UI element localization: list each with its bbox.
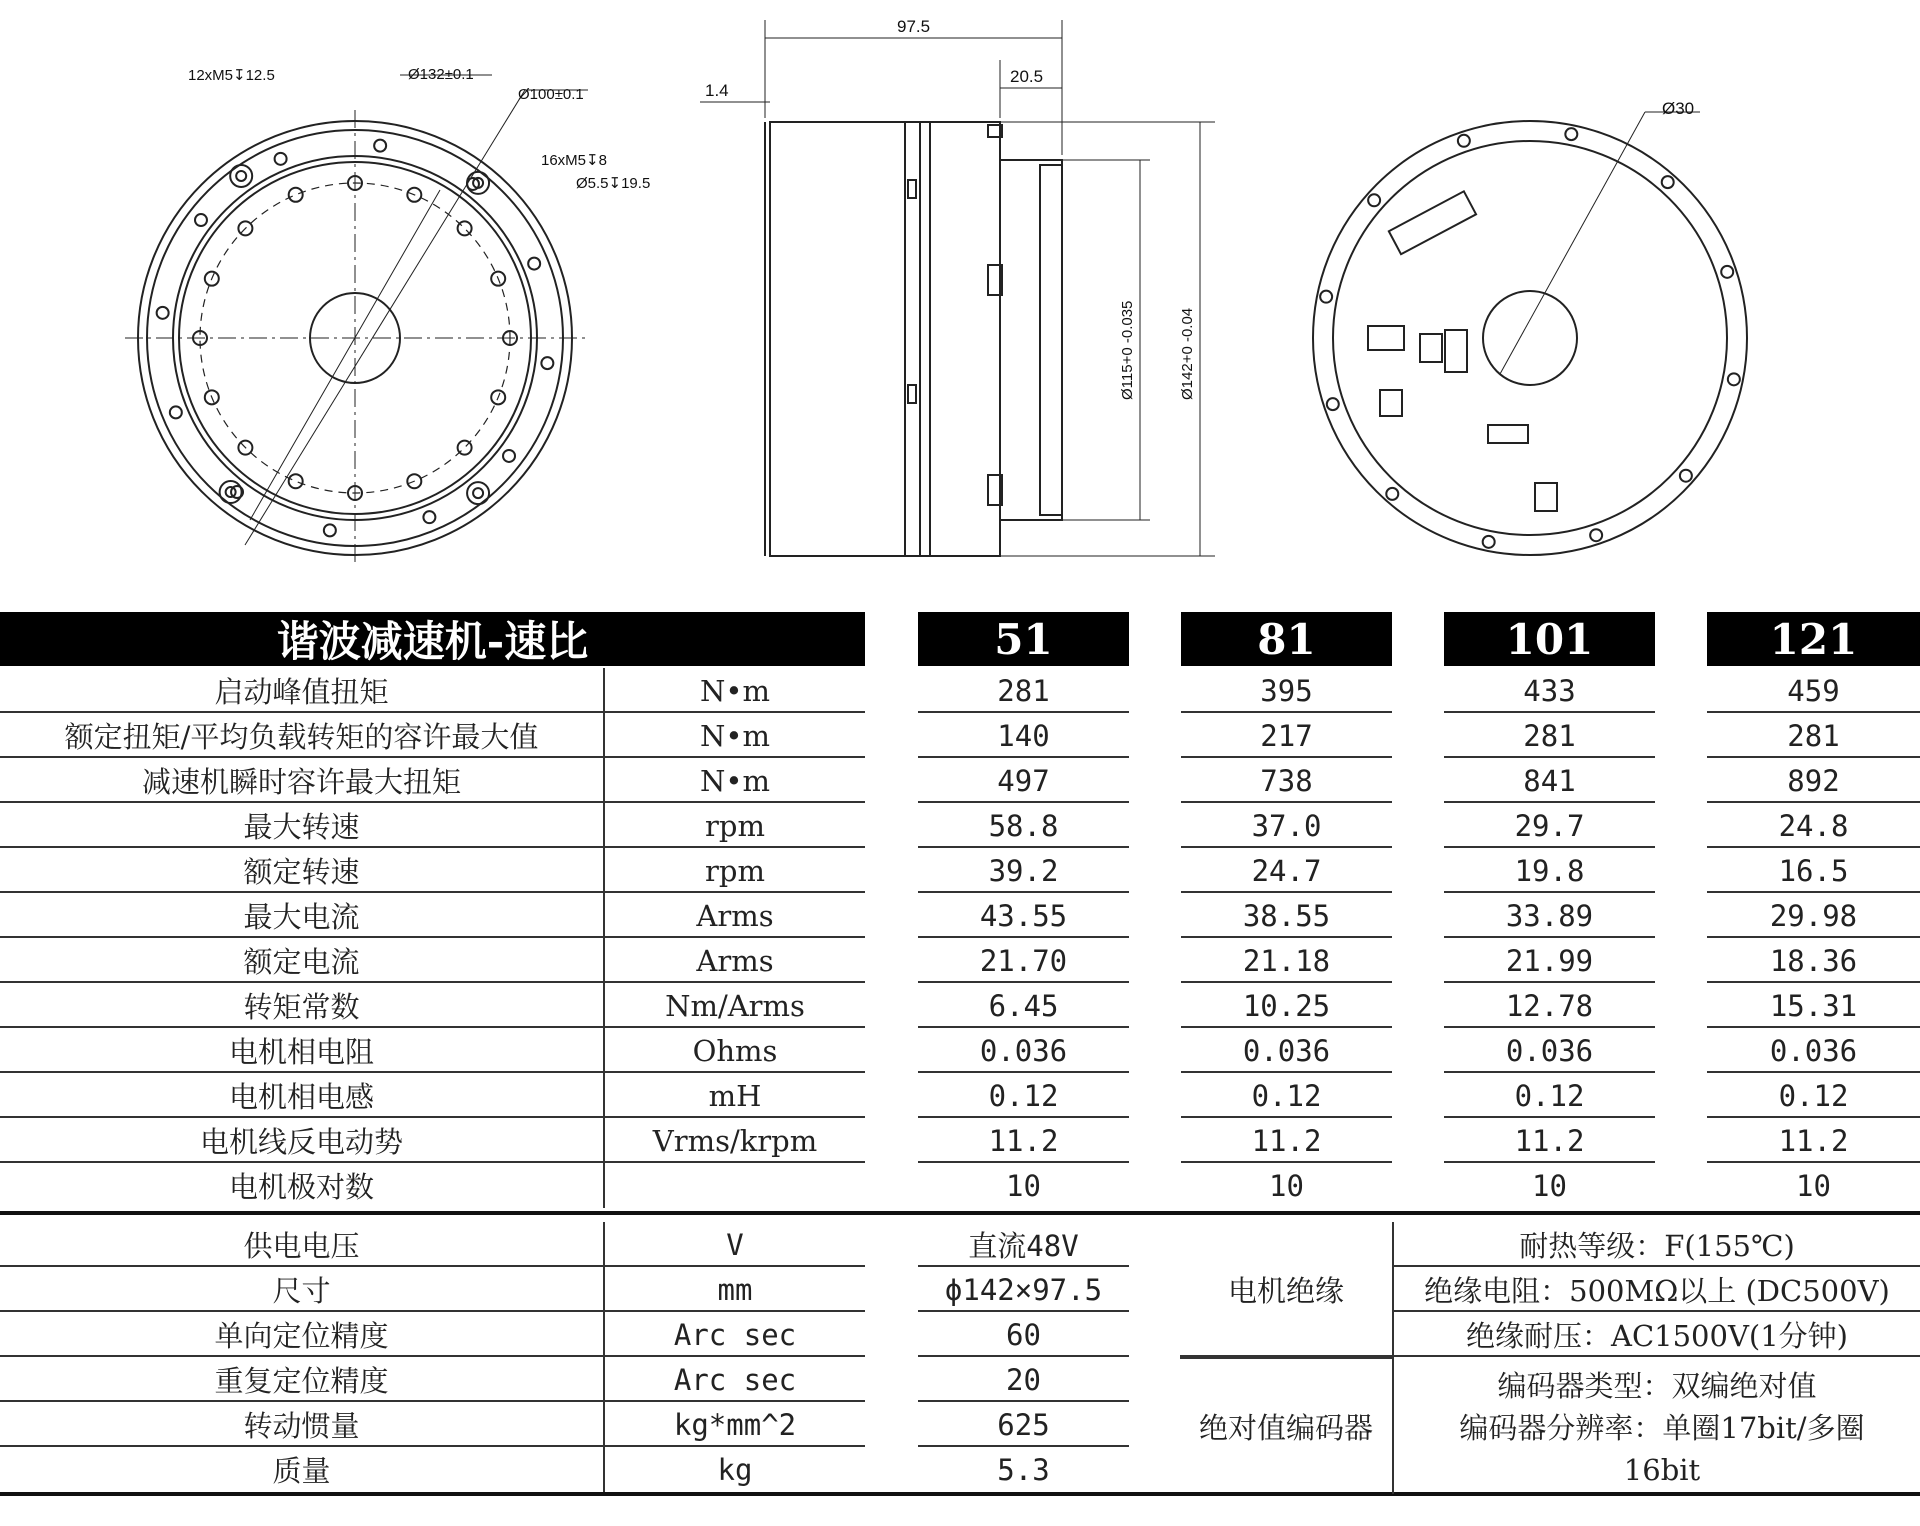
param-value: 841 xyxy=(1523,763,1576,798)
param-name: 额定扭矩/平均负载转矩的容许最大值 xyxy=(64,720,539,754)
param-value: 11.2 xyxy=(1778,1123,1849,1158)
param-value: 0.12 xyxy=(988,1078,1059,1113)
insulation-row-line-2 xyxy=(1392,1310,1920,1312)
param-value: 29.98 xyxy=(1769,898,1858,933)
param-value: 281 xyxy=(1787,718,1840,753)
bolt-hole xyxy=(170,406,182,418)
general-param-name: 质量 xyxy=(272,1454,331,1488)
param-value: 433 xyxy=(1523,673,1576,708)
param-name: 最大转速 xyxy=(243,810,360,844)
screw-head xyxy=(1565,128,1577,140)
param-name: 减速机瞬时容许最大扭矩 xyxy=(141,765,461,799)
dim-d142: Ø142+0 -0.04 xyxy=(1179,307,1196,400)
insulation-divider xyxy=(1392,1222,1394,1494)
param-value: 37.0 xyxy=(1251,808,1322,843)
screw-head xyxy=(1721,266,1733,278)
param-value: 0.036 xyxy=(1242,1033,1331,1068)
screw-head xyxy=(1483,536,1495,548)
dim-d5-5: Ø5.5↧19.5 xyxy=(576,175,651,192)
screw-head xyxy=(1680,470,1692,482)
param-value: 10 xyxy=(1006,1168,1041,1203)
general-param-value: ϕ142×97.5 xyxy=(944,1272,1103,1307)
dim-length-20-5: 20.5 xyxy=(1010,67,1044,86)
param-unit xyxy=(605,1163,865,1208)
ratio-header-121: 121 xyxy=(1707,612,1920,666)
param-value: 0.036 xyxy=(979,1033,1068,1068)
dim-thread-16xm5: 16xM5↧8 xyxy=(541,152,607,169)
insulation-voltage: 绝缘耐压：AC1500V(1分钟) xyxy=(1466,1319,1848,1353)
bolt-hole xyxy=(374,140,386,152)
param-value: 10 xyxy=(1532,1168,1567,1203)
param-value: 0.12 xyxy=(1514,1078,1585,1113)
screw-head xyxy=(1320,291,1332,303)
dim-length-97-5: 97.5 xyxy=(897,17,931,36)
general-param-unit: kg xyxy=(717,1452,753,1487)
name-unit-divider xyxy=(603,668,605,1208)
param-unit: N•m xyxy=(700,718,770,753)
param-value: 892 xyxy=(1787,763,1840,798)
general-param-unit: kg*mm^2 xyxy=(673,1407,797,1442)
screw-head xyxy=(1386,488,1398,500)
param-value: 0.12 xyxy=(1778,1078,1849,1113)
param-value: 0.036 xyxy=(1505,1033,1594,1068)
screw-head xyxy=(1590,529,1602,541)
param-value: 21.99 xyxy=(1505,943,1594,978)
param-value: 16.5 xyxy=(1778,853,1849,888)
param-value: 39.2 xyxy=(988,853,1059,888)
param-value: 21.18 xyxy=(1242,943,1331,978)
insulation-resistance: 绝缘电阻：500MΩ以上 (DC500V) xyxy=(1424,1274,1890,1308)
param-value: 24.8 xyxy=(1778,808,1849,843)
bolt-hole xyxy=(528,258,540,270)
param-value: 43.55 xyxy=(979,898,1068,933)
dim-thread-12xm5: 12xM5↧12.5 xyxy=(188,67,275,84)
param-unit: mH xyxy=(708,1078,762,1113)
param-value: 15.31 xyxy=(1769,988,1858,1023)
bolt-boss-inner xyxy=(473,488,483,498)
general-param-name: 供电电压 xyxy=(243,1229,360,1263)
screw-head xyxy=(1327,398,1339,410)
param-unit: Nm/Arms xyxy=(665,988,805,1023)
param-value: 11.2 xyxy=(1514,1123,1585,1158)
param-name: 额定电流 xyxy=(243,945,360,979)
param-unit: rpm xyxy=(705,808,765,843)
param-value: 21.70 xyxy=(979,943,1068,978)
bolt-hole xyxy=(458,221,472,235)
side-view xyxy=(700,20,1215,556)
dim-length-1-4: 1.4 xyxy=(705,81,729,100)
general-name-unit-divider xyxy=(603,1222,605,1492)
param-value: 281 xyxy=(1523,718,1576,753)
general-param-name: 重复定位精度 xyxy=(214,1364,389,1398)
screw-head xyxy=(1728,373,1740,385)
param-name: 最大电流 xyxy=(243,900,360,934)
bolt-hole xyxy=(423,511,435,523)
dim-d30: Ø30 xyxy=(1662,99,1695,118)
param-unit: Vrms/krpm xyxy=(652,1123,818,1158)
table-title: 谐波减速机-速比 xyxy=(0,612,865,666)
general-param-name: 单向定位精度 xyxy=(214,1319,389,1353)
param-value: 10 xyxy=(1269,1168,1304,1203)
general-param-unit: Arc sec xyxy=(673,1317,797,1352)
param-name: 电机相电阻 xyxy=(228,1035,374,1069)
insulation-bottom-line xyxy=(1180,1355,1920,1357)
bolt-boss-inner xyxy=(236,171,246,181)
general-param-unit: mm xyxy=(717,1272,753,1307)
encoder-type: 编码器类型：双编绝对值 xyxy=(1497,1369,1817,1403)
param-value: 738 xyxy=(1260,763,1313,798)
param-value: 29.7 xyxy=(1514,808,1585,843)
param-name: 额定转速 xyxy=(243,855,360,889)
param-unit: N•m xyxy=(700,673,770,708)
param-name: 启动峰值扭矩 xyxy=(214,675,389,709)
param-value: 10 xyxy=(1796,1168,1831,1203)
param-value: 58.8 xyxy=(988,808,1059,843)
bolt-hole xyxy=(458,441,472,455)
general-param-name: 转动惯量 xyxy=(243,1409,360,1443)
general-param-value: 60 xyxy=(1006,1317,1041,1352)
bolt-hole xyxy=(289,474,303,488)
front-view xyxy=(125,75,588,566)
insulation-heat-class: 耐热等级：F(155℃) xyxy=(1519,1229,1795,1263)
bolt-boss xyxy=(467,482,489,504)
bolt-hole xyxy=(541,357,553,369)
general-param-value: 5.3 xyxy=(997,1452,1050,1487)
general-param-unit: Arc sec xyxy=(673,1362,797,1397)
param-unit: Arms xyxy=(696,943,774,978)
dim-d132: Ø132±0.1 xyxy=(408,66,474,83)
param-value: 38.55 xyxy=(1242,898,1331,933)
bolt-boss xyxy=(230,165,252,187)
general-param-name: 尺寸 xyxy=(272,1274,331,1308)
param-value: 281 xyxy=(997,673,1050,708)
dim-d100: Ø100±0.1 xyxy=(518,86,584,103)
general-param-unit: V xyxy=(726,1227,744,1262)
ratio-header-51: 51 xyxy=(918,612,1129,666)
param-value: 217 xyxy=(1260,718,1313,753)
param-unit: N•m xyxy=(700,763,770,798)
encoder-label: 绝对值编码器 xyxy=(1198,1411,1373,1445)
param-value: 0.12 xyxy=(1251,1078,1322,1113)
param-value: 24.7 xyxy=(1251,853,1322,888)
rear-view-holes xyxy=(1320,128,1740,548)
param-value: 11.2 xyxy=(1251,1123,1322,1158)
param-name: 电机线反电动势 xyxy=(199,1125,403,1159)
param-value: 33.89 xyxy=(1505,898,1594,933)
param-value: 10.25 xyxy=(1242,988,1331,1023)
param-value: 12.78 xyxy=(1505,988,1594,1023)
dim-d115: Ø115+0 -0.035 xyxy=(1119,300,1136,400)
technical-drawings xyxy=(0,0,1920,600)
bolt-hole xyxy=(324,524,336,536)
general-param-value: 625 xyxy=(997,1407,1050,1442)
bolt-hole xyxy=(503,450,515,462)
screw-head xyxy=(1458,135,1470,147)
param-name: 电机相电感 xyxy=(228,1080,374,1114)
param-unit: Ohms xyxy=(692,1033,778,1068)
insulation-row-line-1 xyxy=(1392,1265,1920,1267)
rear-view xyxy=(1313,112,1747,555)
param-value: 6.45 xyxy=(988,988,1059,1023)
bolt-hole xyxy=(195,214,207,226)
general-param-value: 20 xyxy=(1006,1362,1041,1397)
insulation-label: 电机绝缘 xyxy=(1227,1274,1344,1308)
param-value: 140 xyxy=(997,718,1050,753)
param-value: 0.036 xyxy=(1769,1033,1858,1068)
bolt-hole xyxy=(289,188,303,202)
screw-head xyxy=(1368,194,1380,206)
general-param-value: 直流48V xyxy=(968,1229,1079,1263)
param-value: 395 xyxy=(1260,673,1313,708)
bolt-hole xyxy=(275,153,287,165)
ratio-header-101: 101 xyxy=(1444,612,1655,666)
param-value: 19.8 xyxy=(1514,853,1585,888)
spec-table-bottom-rule xyxy=(0,1211,1920,1215)
ratio-header-81: 81 xyxy=(1181,612,1392,666)
encoder-resolution: 编码器分辨率：单圈17bit/多圈16bit xyxy=(1459,1411,1865,1487)
param-name: 转矩常数 xyxy=(243,990,360,1024)
param-value: 459 xyxy=(1787,673,1840,708)
screw-head xyxy=(1662,176,1674,188)
param-value: 11.2 xyxy=(988,1123,1059,1158)
param-unit: rpm xyxy=(705,853,765,888)
param-value: 497 xyxy=(997,763,1050,798)
bolt-hole xyxy=(157,307,169,319)
param-unit: Arms xyxy=(696,898,774,933)
param-name: 电机极对数 xyxy=(228,1170,374,1204)
param-value: 18.36 xyxy=(1769,943,1858,978)
